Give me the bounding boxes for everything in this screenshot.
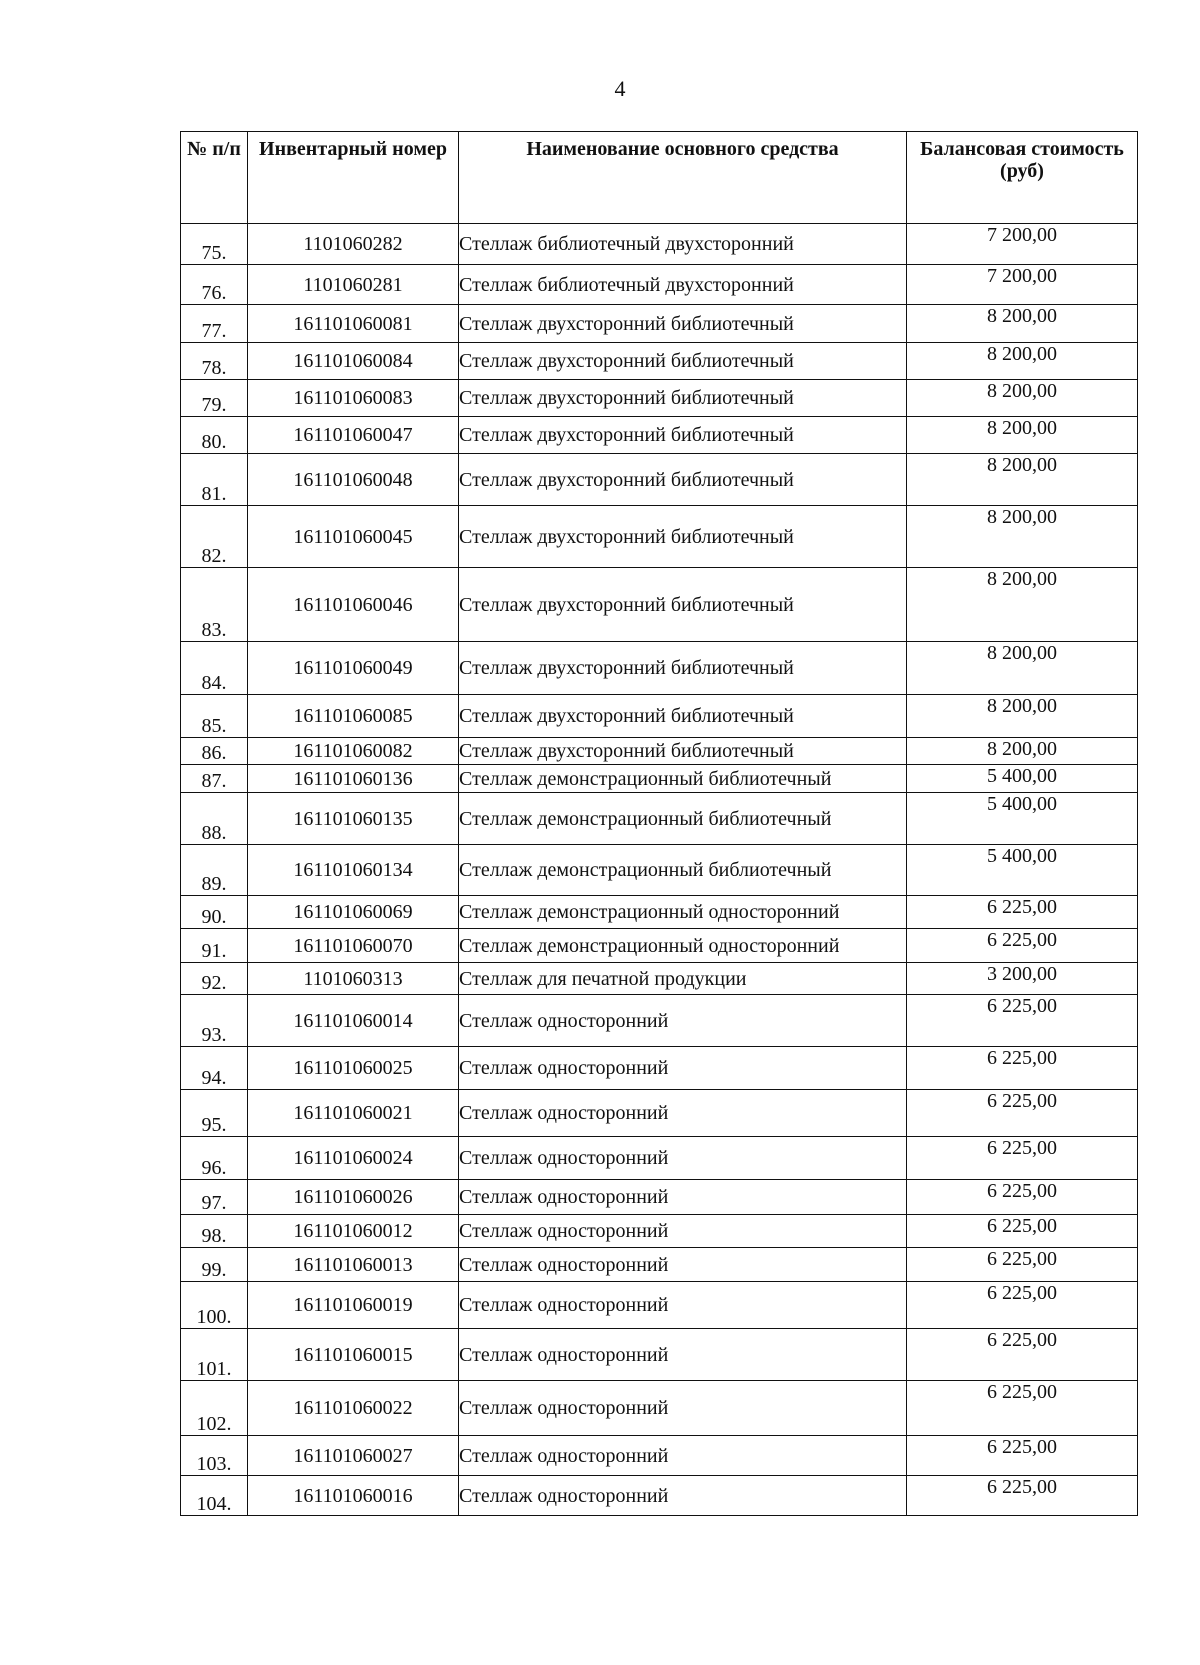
row-name: Стеллаж односторонний [459,1180,907,1215]
table-row [181,1282,1138,1329]
row-num: 99. [181,1248,248,1282]
row-inventory: 161101060024 [248,1137,459,1180]
row-num: 100. [181,1282,248,1329]
row-cost: 6 225,00 [907,1215,1138,1248]
row-inventory: 161101060022 [248,1381,459,1436]
row-name: Стеллаж односторонний [459,1047,907,1090]
row-num: 79. [181,380,248,417]
row-cost: 7 200,00 [907,224,1138,265]
row-cost: 6 225,00 [907,1381,1138,1436]
row-num: 78. [181,343,248,380]
page-number: 4 [614,76,626,101]
row-name: Стеллаж двухсторонний библиотечный [459,695,907,738]
row-num: 84. [181,642,248,695]
row-num: 82. [181,506,248,568]
row-name: Стеллаж демонстрационный односторонний [459,929,907,963]
table-row [181,896,1138,929]
table-row [181,1215,1138,1248]
row-cost: 6 225,00 [907,995,1138,1047]
table-row [181,1436,1138,1476]
row-cost: 8 200,00 [907,343,1138,380]
table-row [181,793,1138,845]
row-inventory: 1101060282 [248,224,459,265]
row-name: Стеллаж односторонний [459,1137,907,1180]
row-inventory: 161101060016 [248,1476,459,1516]
row-cost: 5 400,00 [907,793,1138,845]
row-num: 97. [181,1180,248,1215]
row-name: Стеллаж демонстрационный односторонний [459,896,907,929]
row-cost: 8 200,00 [907,695,1138,738]
row-inventory: 161101060085 [248,695,459,738]
row-num: 93. [181,995,248,1047]
row-name: Стеллаж демонстрационный библиотечный [459,765,907,793]
row-num: 87. [181,765,248,793]
row-cost: 6 225,00 [907,1476,1138,1516]
row-name: Стеллаж односторонний [459,1329,907,1381]
row-num: 98. [181,1215,248,1248]
table-row [181,995,1138,1047]
table-row [181,417,1138,454]
row-name: Стеллаж односторонний [459,1215,907,1248]
table-row [181,1180,1138,1215]
table-row [181,224,1138,265]
row-name: Стеллаж двухсторонний библиотечный [459,506,907,568]
row-cost: 5 400,00 [907,765,1138,793]
row-num: 104. [181,1476,248,1516]
row-num: 75. [181,224,248,265]
table-row [181,568,1138,642]
table-row [181,1137,1138,1180]
row-name: Стеллаж для печатной продукции [459,963,907,995]
row-inventory: 161101060046 [248,568,459,642]
row-name: Стеллаж демонстрационный библиотечный [459,845,907,896]
asset-table [180,131,1138,1516]
row-name: Стеллаж библиотечный двухсторонний [459,265,907,305]
table-row [181,1476,1138,1516]
row-cost: 6 225,00 [907,1090,1138,1137]
row-cost: 6 225,00 [907,1137,1138,1180]
row-num: 85. [181,695,248,738]
row-name: Стеллаж односторонний [459,995,907,1047]
row-num: 95. [181,1090,248,1137]
row-cost: 6 225,00 [907,1282,1138,1329]
row-inventory: 161101060136 [248,765,459,793]
row-name: Стеллаж библиотечный двухсторонний [459,224,907,265]
row-num: 103. [181,1436,248,1476]
row-name: Стеллаж односторонний [459,1381,907,1436]
header-inventory: Инвентарный номер [248,132,459,224]
row-num: 80. [181,417,248,454]
table-row [181,738,1138,765]
row-name: Стеллаж двухсторонний библиотечный [459,417,907,454]
row-name: Стеллаж двухсторонний библиотечный [459,642,907,695]
row-inventory: 161101060025 [248,1047,459,1090]
table-row [181,845,1138,896]
row-cost: 6 225,00 [907,896,1138,929]
row-num: 88. [181,793,248,845]
row-num: 101. [181,1329,248,1381]
table-header-row [181,132,1138,224]
table-row [181,1047,1138,1090]
row-inventory: 161101060014 [248,995,459,1047]
header-name: Наименование основного средства [459,132,907,224]
row-cost: 6 225,00 [907,929,1138,963]
row-num: 86. [181,738,248,765]
row-cost: 6 225,00 [907,1047,1138,1090]
row-cost: 6 225,00 [907,1436,1138,1476]
table-row [181,963,1138,995]
row-name: Стеллаж односторонний [459,1090,907,1137]
row-num: 96. [181,1137,248,1180]
row-cost: 8 200,00 [907,506,1138,568]
table-row [181,454,1138,506]
row-cost: 6 225,00 [907,1329,1138,1381]
table-row [181,305,1138,343]
row-inventory: 161101060047 [248,417,459,454]
table-row [181,1381,1138,1436]
row-name: Стеллаж односторонний [459,1436,907,1476]
table-row [181,929,1138,963]
row-cost: 8 200,00 [907,738,1138,765]
row-cost: 6 225,00 [907,1248,1138,1282]
row-name: Стеллаж односторонний [459,1476,907,1516]
header-num: № п/п [181,132,248,224]
row-name: Стеллаж односторонний [459,1282,907,1329]
row-num: 83. [181,568,248,642]
row-cost: 5 400,00 [907,845,1138,896]
row-num: 90. [181,896,248,929]
table-row [181,1329,1138,1381]
table-row [181,380,1138,417]
row-num: 76. [181,265,248,305]
row-num: 81. [181,454,248,506]
row-name: Стеллаж двухсторонний библиотечный [459,380,907,417]
row-inventory: 161101060048 [248,454,459,506]
table-row [181,642,1138,695]
row-name: Стеллаж односторонний [459,1248,907,1282]
row-num: 89. [181,845,248,896]
row-cost: 7 200,00 [907,265,1138,305]
row-name: Стеллаж двухсторонний библиотечный [459,568,907,642]
table-row [181,265,1138,305]
row-cost: 8 200,00 [907,305,1138,343]
row-cost: 8 200,00 [907,417,1138,454]
table-row [181,765,1138,793]
row-cost: 8 200,00 [907,454,1138,506]
row-inventory: 161101060081 [248,305,459,343]
row-name: Стеллаж демонстрационный библиотечный [459,793,907,845]
table-row [181,1090,1138,1137]
row-cost: 6 225,00 [907,1180,1138,1215]
row-inventory: 161101060069 [248,896,459,929]
row-inventory: 161101060049 [248,642,459,695]
table-row [181,695,1138,738]
table-row [181,1248,1138,1282]
row-inventory: 161101060013 [248,1248,459,1282]
row-inventory: 161101060135 [248,793,459,845]
row-cost: 8 200,00 [907,380,1138,417]
row-inventory: 161101060084 [248,343,459,380]
row-cost: 3 200,00 [907,963,1138,995]
header-cost: Балансовая стоимость (руб) [907,132,1138,224]
row-num: 91. [181,929,248,963]
row-num: 92. [181,963,248,995]
row-name: Стеллаж двухсторонний библиотечный [459,343,907,380]
row-inventory: 161101060019 [248,1282,459,1329]
row-name: Стеллаж двухсторонний библиотечный [459,738,907,765]
table-row [181,343,1138,380]
row-inventory: 161101060012 [248,1215,459,1248]
table-row [181,506,1138,568]
row-inventory: 161101060015 [248,1329,459,1381]
row-cost: 8 200,00 [907,642,1138,695]
row-inventory: 161101060134 [248,845,459,896]
row-inventory: 161101060021 [248,1090,459,1137]
row-inventory: 1101060313 [248,963,459,995]
row-inventory: 161101060083 [248,380,459,417]
row-inventory: 161101060070 [248,929,459,963]
row-num: 102. [181,1381,248,1436]
row-inventory: 161101060082 [248,738,459,765]
row-num: 94. [181,1047,248,1090]
row-inventory: 1101060281 [248,265,459,305]
row-inventory: 161101060026 [248,1180,459,1215]
row-cost: 8 200,00 [907,568,1138,642]
row-name: Стеллаж двухсторонний библиотечный [459,454,907,506]
row-inventory: 161101060027 [248,1436,459,1476]
row-name: Стеллаж двухсторонний библиотечный [459,305,907,343]
row-num: 77. [181,305,248,343]
row-inventory: 161101060045 [248,506,459,568]
